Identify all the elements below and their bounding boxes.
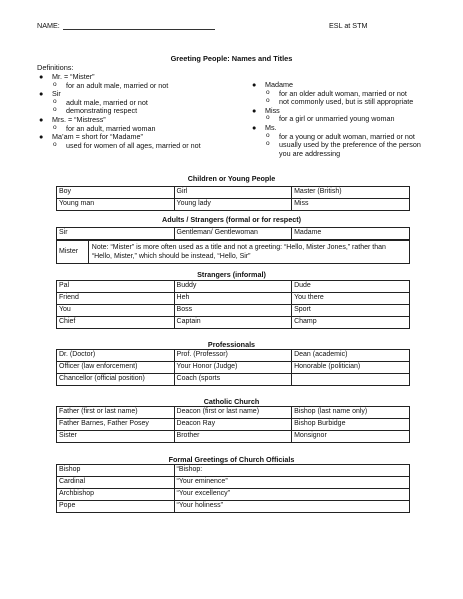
def-term-text: Mr. = “Mister” xyxy=(52,72,95,81)
def-term-text: Ms. xyxy=(265,122,277,132)
table-row xyxy=(57,293,410,305)
bullet-icon: ● xyxy=(252,122,257,132)
bullet-icon: ● xyxy=(39,114,44,124)
table-cell: Brother xyxy=(174,431,292,443)
def-detail-text: demonstrating respect xyxy=(66,106,138,116)
table-cell: Young lady xyxy=(174,199,292,211)
circle-bullet-icon: o xyxy=(266,140,270,148)
circle-bullet-icon: o xyxy=(53,106,57,114)
table-row xyxy=(57,305,410,317)
bullet-icon: ● xyxy=(252,105,257,115)
section-title-strangers: Strangers (informal) xyxy=(197,270,266,279)
def-detail-text: for a girl or unmarried young woman xyxy=(279,114,395,124)
table-cell: “Your eminence” xyxy=(174,477,409,489)
table-cell: Boss xyxy=(174,305,292,317)
table-cell: Father Barnes, Father Posey xyxy=(57,419,175,431)
section-title-adults: Adults / Strangers (formal or for respect) xyxy=(162,215,301,224)
table-cell: You there xyxy=(292,293,410,305)
def-detail-text: for an older adult woman, married or not xyxy=(279,88,407,98)
def-detail-text: not commonly used, but is still appropriate xyxy=(279,97,414,107)
def-term xyxy=(250,80,430,89)
definitions-right-column xyxy=(250,80,430,158)
bullet-icon: ● xyxy=(39,89,44,99)
def-detail xyxy=(37,141,237,150)
table-cell: Prof. (Professor) xyxy=(174,350,292,362)
def-detail-text: usually used by the preference of the person you are addressing xyxy=(279,140,421,159)
table-cell: Chancellor (official position) xyxy=(57,374,175,386)
table-cell: Heh xyxy=(174,293,292,305)
table-cell: Dude xyxy=(292,281,410,293)
section-title-church: Catholic Church xyxy=(203,397,260,406)
def-term xyxy=(37,89,237,98)
table-cell: Deacon Ray xyxy=(174,419,292,431)
table-row xyxy=(57,199,410,211)
def-detail xyxy=(250,89,430,98)
table-row xyxy=(57,241,410,264)
table-cell: Master (British) xyxy=(292,187,410,199)
def-detail xyxy=(250,97,430,106)
table-cell: Pal xyxy=(57,281,175,293)
table-cell: Bishop Burbidge xyxy=(292,419,410,431)
def-detail-text: for a young or adult woman, married or not xyxy=(279,131,415,141)
def-term-text: Ma’am = short for “Madame” xyxy=(52,132,143,142)
table-row xyxy=(57,489,410,501)
def-detail xyxy=(250,132,430,141)
definitions-heading: Definitions: xyxy=(37,63,74,72)
table-cell: Pope xyxy=(57,501,175,513)
table-cell: “Your holiness” xyxy=(174,501,409,513)
table-cell: Madame xyxy=(292,228,410,240)
table-cell: Honorable (politician) xyxy=(292,362,410,374)
circle-bullet-icon: o xyxy=(53,123,57,131)
def-term-text: Mrs. = “Mistress” xyxy=(52,114,106,124)
table-cell: You xyxy=(57,305,175,317)
section-title-professionals: Professionals xyxy=(207,340,256,349)
def-term xyxy=(37,115,237,124)
def-term-text: Miss xyxy=(265,105,280,115)
bullet-icon: ● xyxy=(252,80,257,89)
church-table xyxy=(56,406,410,443)
def-detail xyxy=(37,81,237,90)
table-cell: Gentleman/ Gentlewoman xyxy=(174,228,292,240)
def-detail-text: for an adult, married woman xyxy=(66,123,156,133)
def-detail xyxy=(37,106,237,115)
definitions-left-column xyxy=(37,72,237,149)
table-cell: Bishop xyxy=(57,465,175,477)
def-term xyxy=(250,106,430,115)
page-header xyxy=(37,21,426,31)
children-table xyxy=(56,186,410,211)
table-cell: Officer (law enforcement) xyxy=(57,362,175,374)
circle-bullet-icon: o xyxy=(266,131,270,139)
circle-bullet-icon: o xyxy=(53,140,57,148)
table-cell xyxy=(292,374,410,386)
def-term-text: Madame xyxy=(265,80,293,89)
adults-table xyxy=(56,227,410,240)
circle-bullet-icon: o xyxy=(53,97,57,105)
table-row xyxy=(57,407,410,419)
table-row xyxy=(57,187,410,199)
table-cell: Dean (academic) xyxy=(292,350,410,362)
table-row xyxy=(57,281,410,293)
circle-bullet-icon: o xyxy=(266,97,270,105)
table-cell: Friend xyxy=(57,293,175,305)
table-row xyxy=(57,477,410,489)
note-cell: Note: “Mister” is more often used as a title and not a greeting: “Hello, Mister Jones,” rather than “Hello, Mister,” which should be instead, “Hello, Sir” xyxy=(88,241,409,264)
def-term xyxy=(37,132,237,141)
table-cell: Archbishop xyxy=(57,489,175,501)
def-detail xyxy=(250,140,430,158)
table-cell: “Your excellency” xyxy=(174,489,409,501)
professionals-table xyxy=(56,349,410,386)
table-cell: Coach (sports xyxy=(174,374,292,386)
circle-bullet-icon: o xyxy=(53,80,57,88)
table-cell: Buddy xyxy=(174,281,292,293)
page-title: Greeting People: Names and Titles xyxy=(170,54,293,63)
table-cell: Boy xyxy=(57,187,175,199)
strangers-table xyxy=(56,280,410,329)
def-detail xyxy=(37,98,237,107)
def-detail-text: adult male, married or not xyxy=(66,97,148,107)
table-row xyxy=(57,350,410,362)
table-cell: Girl xyxy=(174,187,292,199)
course-label: ESL at STM xyxy=(329,21,368,30)
def-term xyxy=(37,72,237,81)
officials-table xyxy=(56,464,410,513)
bullet-icon: ● xyxy=(39,72,44,81)
adults-note-table xyxy=(56,240,410,264)
table-cell: Father (first or last name) xyxy=(57,407,175,419)
table-cell: Sir xyxy=(57,228,175,240)
table-cell: Deacon (first or last name) xyxy=(174,407,292,419)
table-row xyxy=(57,374,410,386)
table-cell: Cardinal xyxy=(57,477,175,489)
table-row xyxy=(57,228,410,240)
table-row xyxy=(57,501,410,513)
table-cell: Dr. (Doctor) xyxy=(57,350,175,362)
circle-bullet-icon: o xyxy=(266,114,270,122)
table-cell: Your Honor (Judge) xyxy=(174,362,292,374)
table-row xyxy=(57,465,410,477)
table-row xyxy=(57,317,410,329)
def-detail xyxy=(37,124,237,133)
table-cell: Monsignor xyxy=(292,431,410,443)
section-title-officials: Formal Greetings of Church Officials xyxy=(168,455,295,464)
def-term-text: Sir xyxy=(52,89,61,99)
table-cell: “Bishop: xyxy=(174,465,409,477)
table-cell: Young man xyxy=(57,199,175,211)
table-cell: Captain xyxy=(174,317,292,329)
table-cell: Champ xyxy=(292,317,410,329)
table-row xyxy=(57,419,410,431)
table-row xyxy=(57,362,410,374)
def-detail-text: used for women of all ages, married or not xyxy=(66,140,201,150)
table-cell: Chief xyxy=(57,317,175,329)
bullet-icon: ● xyxy=(39,132,44,142)
def-detail-text: for an adult male, married or not xyxy=(66,80,169,90)
table-cell: Bishop (last name only) xyxy=(292,407,410,419)
def-detail xyxy=(250,114,430,123)
def-term xyxy=(250,123,430,132)
name-label: NAME: xyxy=(37,21,60,30)
table-row xyxy=(57,431,410,443)
table-cell: Sister xyxy=(57,431,175,443)
name-blank-line[interactable] xyxy=(63,29,215,30)
circle-bullet-icon: o xyxy=(266,88,270,96)
table-cell: Mister xyxy=(57,241,89,264)
table-cell: Sport xyxy=(292,305,410,317)
table-cell: Miss xyxy=(292,199,410,211)
section-title-children: Children or Young People xyxy=(187,174,276,183)
